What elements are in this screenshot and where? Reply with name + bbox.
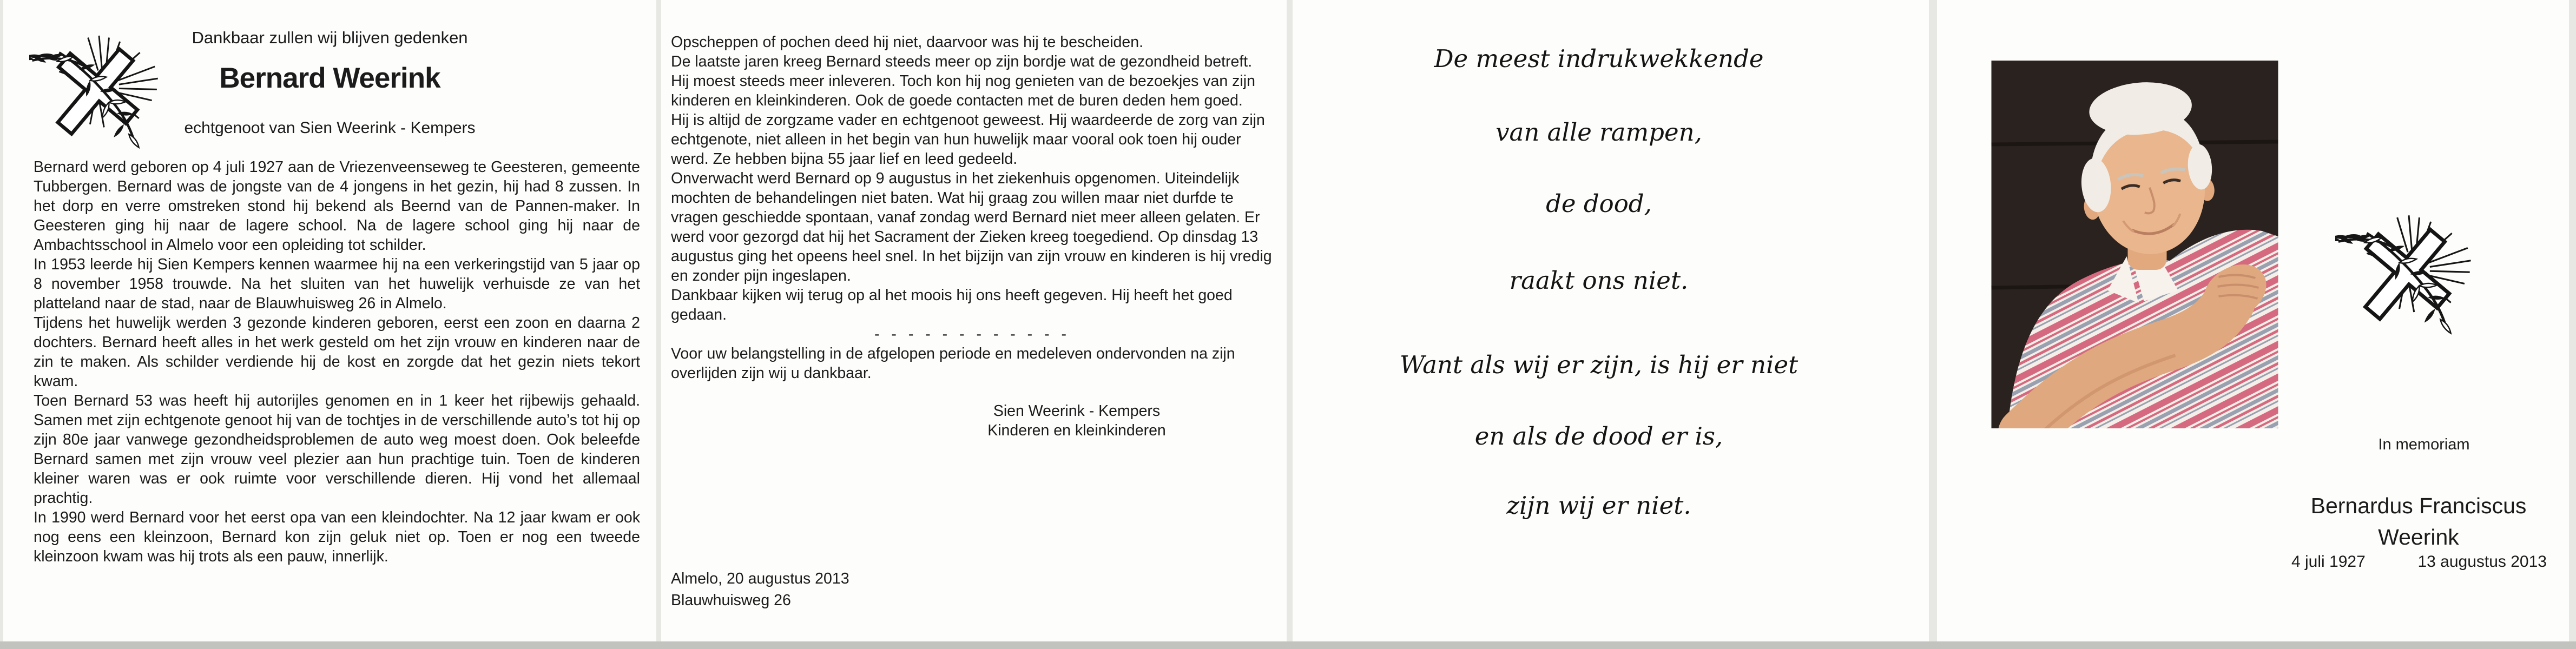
dashed-separator: - - - - - - - - - - - -: [874, 326, 1070, 343]
biography-text-column-2: [671, 32, 1274, 440]
panel-biography-2: [661, 0, 1287, 641]
death-date: 13 augustus 2013: [2417, 553, 2547, 571]
bio-paragraph: Hij is altijd de zorgzame vader en echtgenoot geweest. Hij waardeerde de zorg van zijn echtgenote, niet alleen in het begin van hun huwelijk maar vooral ook toen hij ouder werd. Ze hebben bijna 55 jaar lief en leed gedeeld.: [671, 111, 1265, 168]
poem-line: raakt ons niet.: [1509, 266, 1689, 295]
biography-text-column-1: [34, 157, 640, 566]
full-name-line: Bernardus Franciscus: [2310, 493, 2527, 518]
bio-paragraph: Onverwacht werd Bernard op 9 augustus in het ziekenhuis opgenomen. Uiteindelijk mochten de behandelingen niet baten. Wat hij graag zou willen maar niet durfde te vragen geschiedde spontaan, vanaf zondag werd Bernard niet meer alleen gelaten. Er werd voor gezorgd dat hij het Sacrament der Zieken kreeg toegediend. Op dinsdag 13 augustus ging het opeens heel snel. In het bijzijn van zijn vrouw en kinderen is hij vredig en zonder pijn ingeslapen.: [671, 170, 1272, 284]
cross: [2337, 214, 2473, 335]
signature-line: Sien Weerink - Kempers: [993, 402, 1161, 420]
poem-line: Want als wij er zijn, is hij er niet: [1399, 350, 1798, 379]
signature-block: [925, 401, 1228, 440]
bio-paragraph: In 1953 leerde hij Sien Kempers kennen waarmee hij na een verkeringstijd van 5 jaar op 8 november 1958 trouwde. Na het sluiten van het huwelijk verhuisde ze van het platteland naar de stad, naar de Blauwhuisweg 26 in Almelo.: [34, 256, 640, 312]
panel-cover: [1937, 0, 2569, 641]
bio-paragraph: Toen Bernard 53 was heeft hij autorijles genomen en in 1 keer het rijbewijs gehaald. Samen met zijn echtgenote genoot hij van de tochtjes in de verschillende auto’s tot hij op zijn 80e jaar vanwege gezondheidsproblemen de auto weg moest doen. Ook beleefde Bernard samen met zijn vrouw veel plezier aan hun prachtige tuin. Toen de kinderen kleiner waren was er ook ruimte voor verschillende dieren. Hij vond het allemaal prachtig.: [34, 392, 640, 507]
place-date-line: Almelo, 20 augustus 2013: [671, 570, 849, 587]
bio-paragraph: Opscheppen of pochen deed hij niet, daarvoor was hij te bescheiden.: [671, 34, 1144, 51]
poem-line: zijn wij er niet.: [1506, 491, 1691, 520]
full-name-line: Weerink: [2378, 525, 2459, 549]
bio-paragraph: Dankbaar kijken wij terug op al het moois hij ons heeft gegeven. Hij heeft het goed gedaan.: [671, 287, 1233, 323]
poem-line: van alle rampen,: [1495, 118, 1702, 147]
poem-line: en als de dood er is,: [1474, 422, 1723, 451]
bio-paragraph: Bernard werd geboren op 4 juli 1927 aan de Vriezenveenseweg te Geesteren, gemeente Tubbergen. Bernard was de jongste van de 4 jongens in het gezin, hij had 8 zussen. In het dorp en verre omstreken stond hij bekend als Beernd van de Pannen-maker. In Geesteren ging hij naar de lagere school. Na de lagere school ging hij naar de Ambachtsschool in Almelo voor een opleiding tot schilder.: [34, 158, 640, 254]
spouse-line: echtgenoot van Sien Weerink - Kempers: [184, 119, 476, 137]
bio-paragraph: In 1990 werd Bernard voor het eerst opa van een kleindochter. Na 12 jaar kwam er ook nog eens een kleinzoon, Bernard kon zijn geluk niet op. Toen er nog een tweede kleinzoon kwam was hij trots als een pauw, innerlijk.: [34, 509, 640, 565]
bio-paragraph: De laatste jaren kreeg Bernard steeds meer op zijn bordje wat de gezondheid betreft. Hij moest steeds meer inleveren. Toch kon hij nog genieten van de bezoekjes van zijn kinderen en kleinkinderen. Ook de goede contacten met de buren deden hem goed.: [671, 53, 1255, 109]
poem-line: de dood,: [1546, 189, 1652, 218]
panel-poem: [1293, 0, 1929, 641]
signature-line: Kinderen en kleinkinderen: [987, 422, 1166, 439]
closing-paragraph: Voor uw belangstelling in de afgelopen periode en medeleven ondervonden na zijn overlijden zijn wij u dankbaar.: [671, 345, 1235, 382]
intro-line: Dankbaar zullen wij blijven gedenken: [192, 28, 468, 47]
poem-line: De meest indrukwekkende: [1434, 44, 1764, 73]
panel-biography-1: [3, 0, 656, 641]
address-line: Blauwhuisweg 26: [671, 592, 791, 609]
life-dates: [2291, 553, 2547, 571]
cross-branch-rays-icon: [2335, 214, 2482, 335]
deceased-name: Bernard Weerink: [219, 62, 440, 94]
scan-bottom-edge: [0, 641, 2576, 649]
bio-paragraph: Tijdens het huwelijk werden 3 gezonde kinderen geboren, eerst een zoon en daarna 2 dochters. Bernard heeft alles in het werk gesteld om het zijn vrouw en kinderen naar de zin te maken. Als schilder verdiende hij de kost en zorgde dat het gezin niets tekort kwam.: [34, 314, 640, 390]
birth-date: 4 juli 1927: [2291, 553, 2366, 571]
portrait-photo: [1991, 61, 2278, 428]
in-memoriam-label: In memoriam: [2378, 436, 2470, 453]
full-name-block: [2256, 490, 2576, 553]
